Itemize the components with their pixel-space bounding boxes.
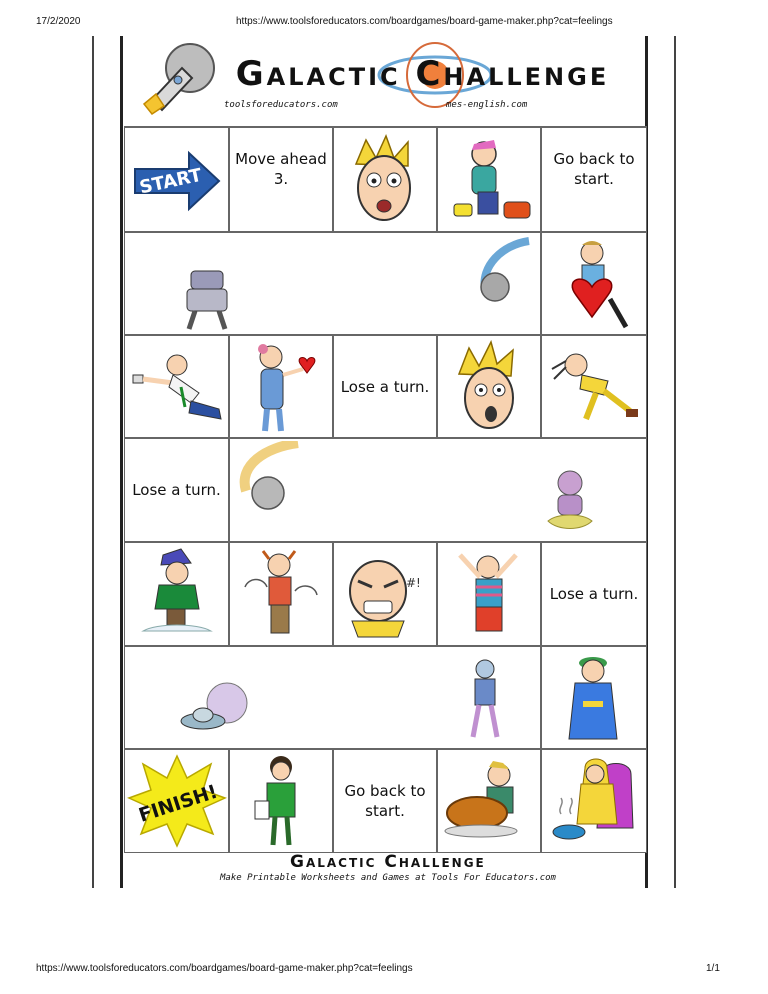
turkey-person-icon xyxy=(441,759,537,843)
board-cell-dizzy-person xyxy=(229,542,333,646)
frame-line-outer-left xyxy=(92,36,94,888)
board-cell-turkey-person xyxy=(437,749,541,853)
heart-person-icon xyxy=(554,237,634,331)
board-cell-go-back-1 xyxy=(541,127,647,232)
board-cell-sick-robe-person xyxy=(541,646,647,749)
footer-title: Galactic Challenge xyxy=(290,852,486,872)
shocked-face-icon xyxy=(449,340,529,434)
go-back-text-1: Go back to start. xyxy=(553,149,635,188)
finish-label: FINISH! xyxy=(135,780,220,827)
alien-warrior-icon xyxy=(461,657,511,741)
game-board xyxy=(124,126,647,853)
board-cell-finish xyxy=(124,749,229,853)
move-ahead-text: Move ahead 3. xyxy=(235,149,327,188)
lose-turn-text-1: Lose a turn. xyxy=(340,377,430,396)
board-cell-reaching-man xyxy=(124,335,229,438)
game-footer xyxy=(124,852,645,888)
board-row-space-1 xyxy=(124,232,541,335)
board-cell-tired-worker xyxy=(437,127,541,232)
board-cell-scared-man xyxy=(541,335,647,438)
board-cell-start xyxy=(124,127,229,232)
print-url-bottom: https://www.toolsforeducators.com/boardgames/board-game-maker.php?cat=feelings xyxy=(36,963,413,974)
board-cell-worried-woman xyxy=(229,749,333,853)
sick-robe-person-icon xyxy=(559,651,629,745)
angry-face-icon xyxy=(338,547,432,641)
meteor-icon xyxy=(232,441,302,515)
game-header xyxy=(124,36,645,124)
board-cell-angry-face xyxy=(333,542,437,646)
worried-woman-icon xyxy=(251,753,311,849)
footer-subtitle: Make Printable Worksheets and Games at Tools For Educators.com xyxy=(220,873,556,883)
board-cell-heart-person xyxy=(541,232,647,335)
frame-line-outer-right xyxy=(674,36,676,888)
lose-turn-text-3: Lose a turn. xyxy=(549,585,639,603)
ufo-icon xyxy=(177,673,251,743)
robot-icon xyxy=(177,267,237,331)
board-cell-move-ahead xyxy=(229,127,333,232)
rocket-planet-icon xyxy=(134,40,218,118)
frustrated-person-icon xyxy=(444,547,534,641)
print-date: 17/2/2020 xyxy=(36,16,81,27)
go-back-text-2: Go back to start. xyxy=(344,782,426,820)
alien-smoke-icon xyxy=(542,465,598,535)
board-cell-girl-heart xyxy=(229,335,333,438)
board-cell-shocked-face xyxy=(437,335,541,438)
comet-icon xyxy=(471,237,537,307)
board-row-space-3 xyxy=(124,646,541,749)
start-label: START xyxy=(137,164,204,198)
board-cell-lose-turn-3 xyxy=(541,542,647,646)
board-cell-lose-turn-1 xyxy=(333,335,437,438)
finish-burst-icon xyxy=(127,754,227,848)
dizzy-person-icon xyxy=(239,547,323,641)
board-cell-sick-chair-person xyxy=(541,749,647,853)
start-arrow-icon xyxy=(131,145,223,215)
board-cell-cold-person xyxy=(124,542,229,646)
game-title: Galactic Challenge xyxy=(235,54,610,94)
surprised-face-icon xyxy=(342,134,428,226)
title-subtitle-right: mes-english.com xyxy=(446,100,528,110)
svg-text:#!: #! xyxy=(406,576,421,590)
sick-chair-person-icon xyxy=(547,754,641,848)
board-row-space-2 xyxy=(229,438,647,542)
board-cell-lose-turn-2 xyxy=(124,438,229,542)
print-page-number: 1/1 xyxy=(706,963,720,974)
girl-heart-icon xyxy=(241,339,321,435)
board-cell-go-back-2 xyxy=(333,749,437,853)
board-cell-frustrated-person xyxy=(437,542,541,646)
cold-person-icon xyxy=(137,547,217,641)
reaching-man-icon xyxy=(129,347,225,427)
tired-worker-icon xyxy=(444,134,534,226)
print-url-top: https://www.toolsforeducators.com/boardgames/board-game-maker.php?cat=feelings xyxy=(236,16,613,27)
scared-man-icon xyxy=(546,347,642,427)
frame-line-inner-left xyxy=(120,36,123,888)
title-subtitle-left: toolsforeducators.com xyxy=(224,100,338,110)
lose-turn-text-2: Lose a turn. xyxy=(132,481,221,499)
board-cell-surprised-face xyxy=(333,127,437,232)
